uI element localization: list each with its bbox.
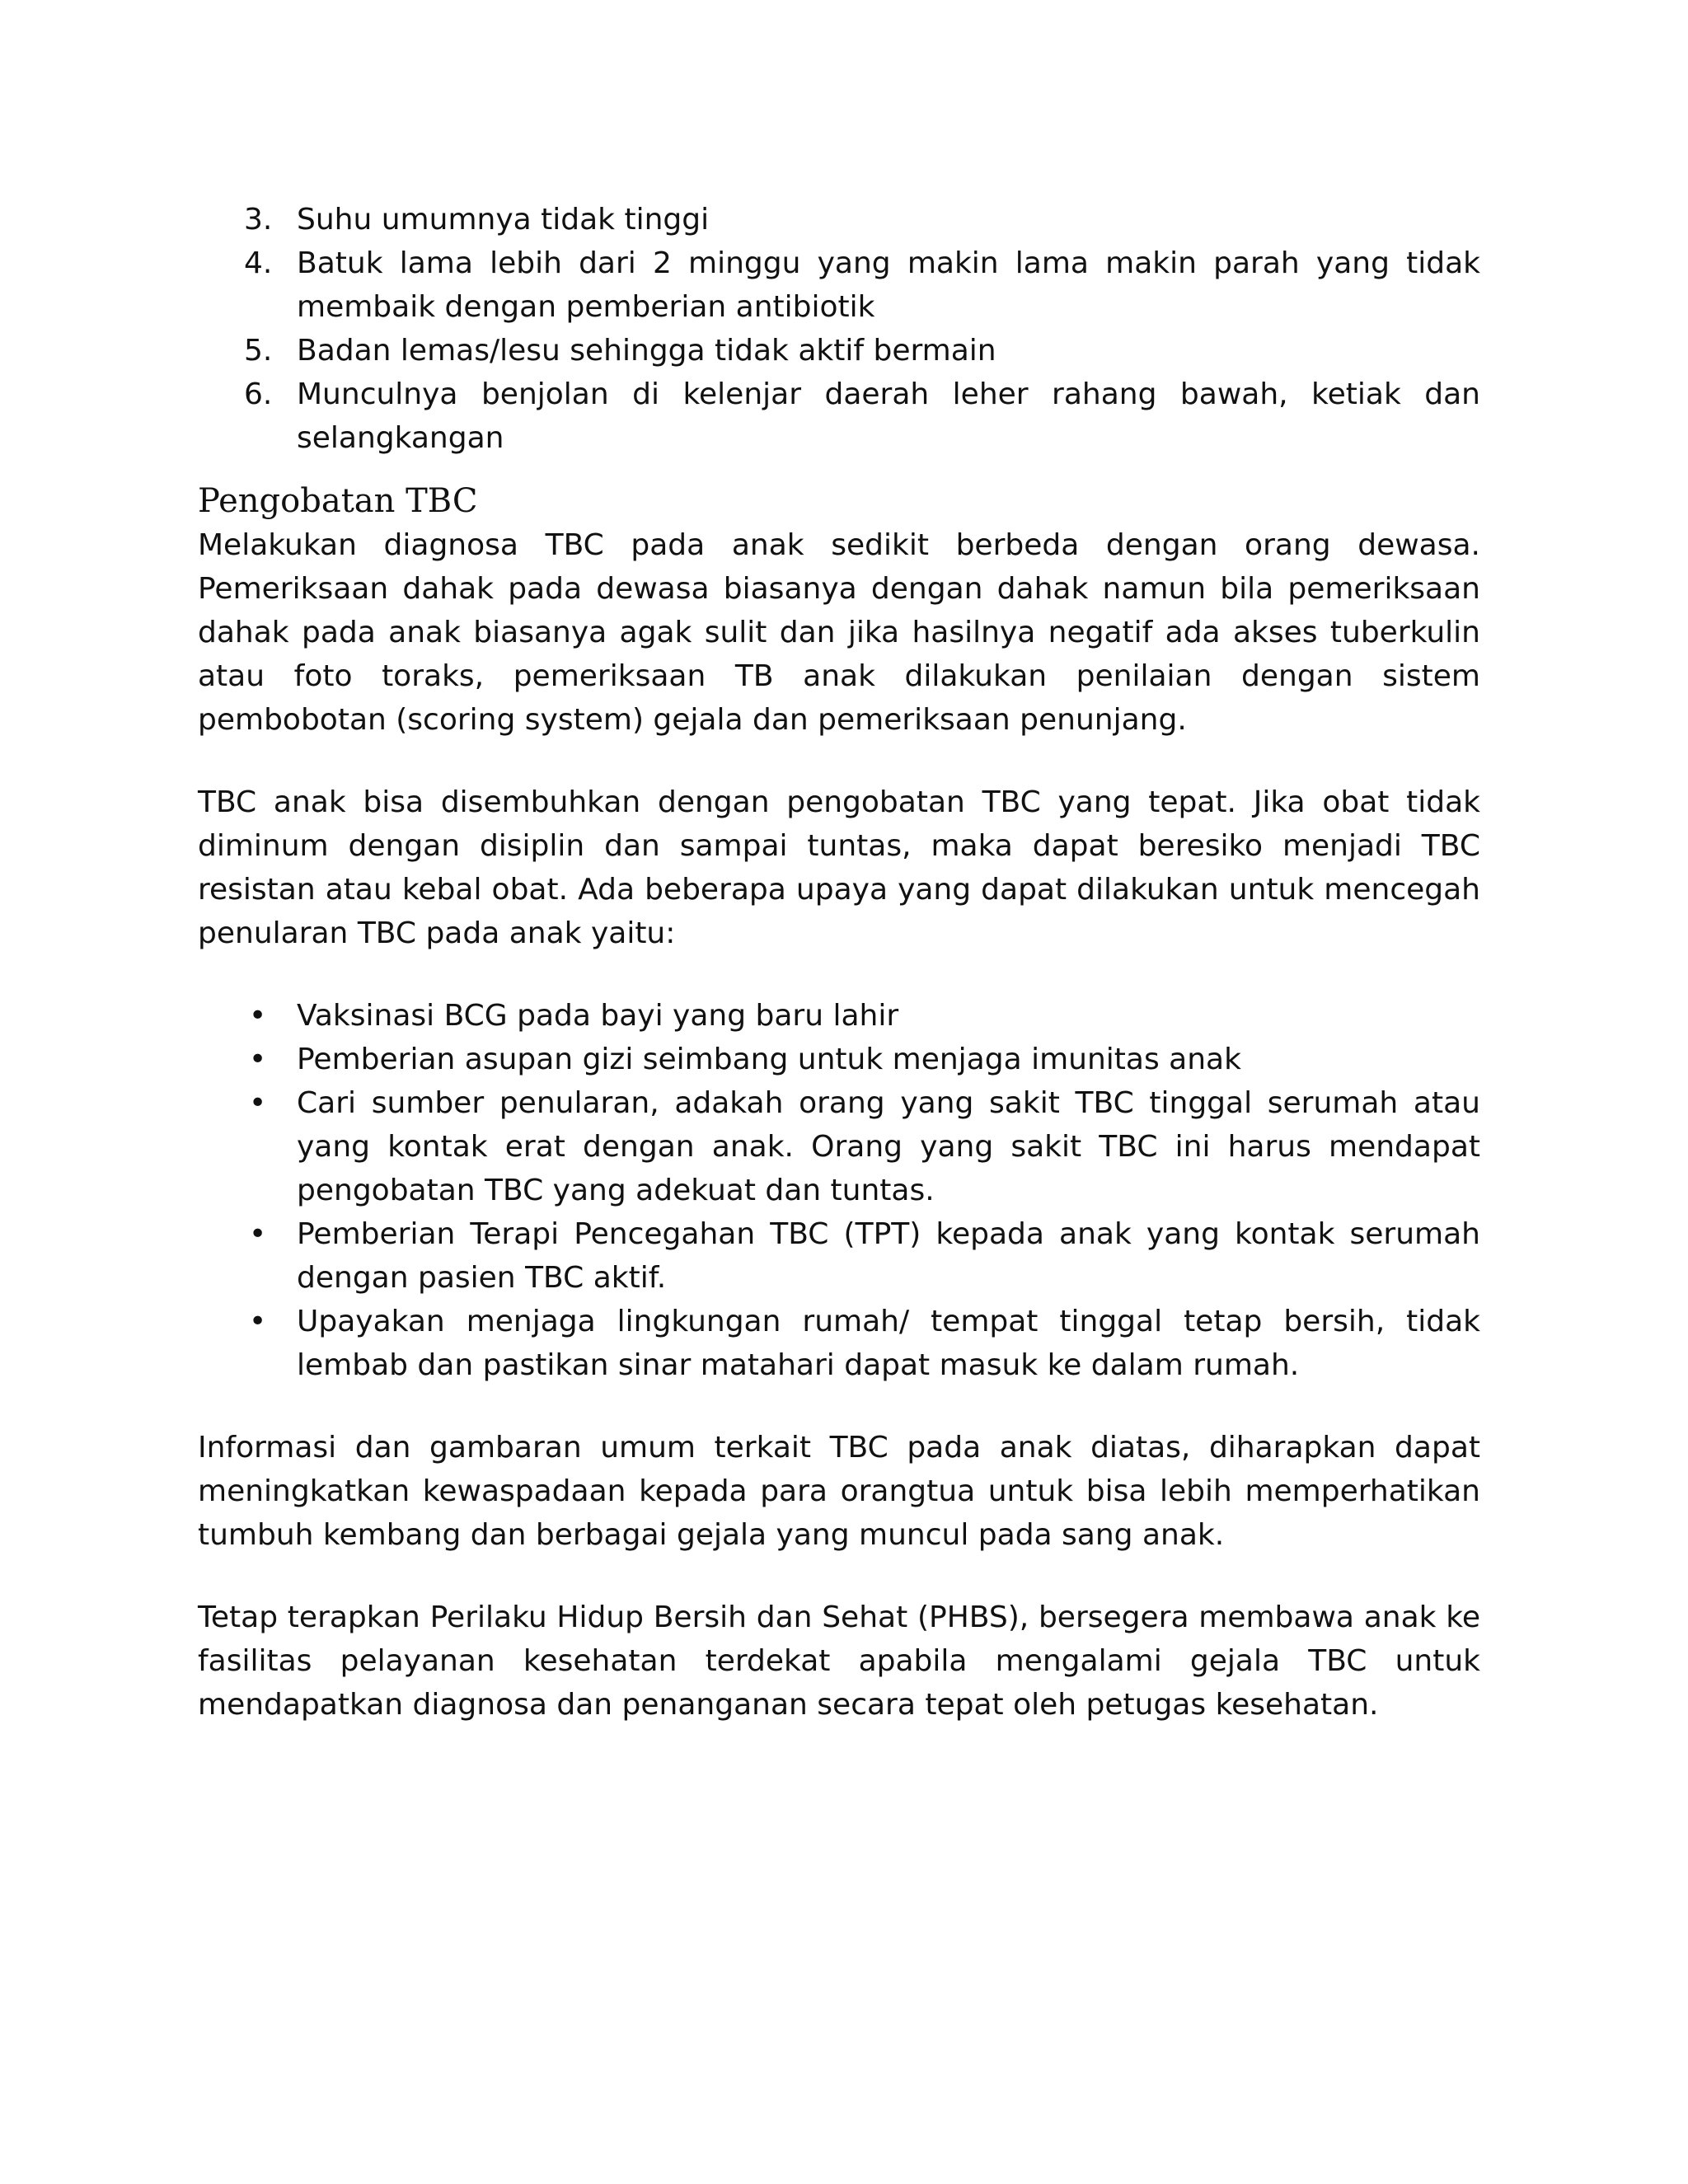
- bullet-icon: •: [249, 1086, 267, 1120]
- paragraph-diagnosis: Melakukan diagnosa TBC pada anak sedikit berbeda dengan orang dewasa. Pemeriksaan dahak pada dewasa biasanya dengan dahak namun bila pemeriksaan dahak pada anak biasanya agak sulit dan jika hasilnya negatif ada akses tuberkulin atau foto toraks, pemeriksaan TB anak dilakukan penilaian dengan sistem pembobotan (scoring system) gejala dan pemeriksaan penunjang.: [198, 528, 1480, 737]
- bullet-icon: •: [249, 1217, 267, 1251]
- list-item-text: Vaksinasi BCG pada bayi yang baru lahir: [297, 999, 899, 1033]
- paragraph-phbs: Tetap terapkan Perilaku Hidup Bersih dan Sehat (PHBS), bersegera membawa anak ke fasilitas pelayanan kesehatan terdekat apabila mengalami gejala TBC untuk mendapatkan diagnosa dan penanganan secara tepat oleh petugas kesehatan.: [198, 1601, 1480, 1722]
- list-item: [198, 329, 1480, 373]
- list-number: 6.: [244, 377, 273, 411]
- list-item-text: Badan lemas/lesu sehingga tidak aktif bermain: [297, 334, 996, 368]
- bullet-icon: •: [249, 1043, 267, 1076]
- list-item-text: Munculnya benjolan di kelenjar daerah leher rahang bawah, ketiak dan selangkangan: [297, 377, 1480, 455]
- list-item: [198, 241, 1480, 329]
- list-number: 4.: [244, 246, 273, 280]
- bullet-icon: •: [249, 1305, 267, 1338]
- list-item: [198, 1038, 1480, 1081]
- list-item: [198, 373, 1480, 460]
- list-number: 5.: [244, 334, 273, 368]
- list-item: [198, 198, 1480, 241]
- list-item: [198, 1300, 1480, 1387]
- paragraph-information: Informasi dan gambaran umum terkait TBC pada anak diatas, diharapkan dapat meningkatkan kewaspadaan kepada para orangtua untuk bisa lebih memperhatikan tumbuh kembang dan berbagai gejala yang muncul pada sang anak.: [198, 1431, 1480, 1552]
- list-item-text: Upayakan menjaga lingkungan rumah/ tempat tinggal tetap bersih, tidak lembab dan pastikan sinar matahari dapat masuk ke dalam rumah.: [297, 1305, 1480, 1382]
- list-item-text: Suhu umumnya tidak tinggi: [297, 203, 710, 237]
- bullet-icon: •: [249, 999, 267, 1033]
- list-item: [198, 994, 1480, 1038]
- list-number: 3.: [244, 203, 273, 237]
- list-item: [198, 1212, 1480, 1300]
- prevention-bullet-list: [198, 994, 1480, 1387]
- list-item-text: Batuk lama lebih dari 2 minggu yang makin lama makin parah yang tidak membaik dengan pemberian antibiotik: [297, 246, 1480, 324]
- paragraph-treatment: TBC anak bisa disembuhkan dengan pengobatan TBC yang tepat. Jika obat tidak diminum dengan disiplin dan sampai tuntas, maka dapat beresiko menjadi TBC resistan atau kebal obat. Ada beberapa upaya yang dapat dilakukan untuk mencegah penularan TBC pada anak yaitu:: [198, 785, 1480, 950]
- list-item: [198, 1081, 1480, 1212]
- symptom-numbered-list: [198, 198, 1480, 460]
- list-item-text: Cari sumber penularan, adakah orang yang sakit TBC tinggal serumah atau yang kontak erat dengan anak. Orang yang sakit TBC ini harus mendapat pengobatan TBC yang adekuat dan tuntas.: [297, 1086, 1480, 1207]
- list-item-text: Pemberian Terapi Pencegahan TBC (TPT) kepada anak yang kontak serumah dengan pasien TBC aktif.: [297, 1217, 1480, 1295]
- document-page: [198, 198, 1480, 1727]
- section-heading: Pengobatan TBC: [198, 482, 478, 520]
- list-item-text: Pemberian asupan gizi seimbang untuk menjaga imunitas anak: [297, 1043, 1241, 1076]
